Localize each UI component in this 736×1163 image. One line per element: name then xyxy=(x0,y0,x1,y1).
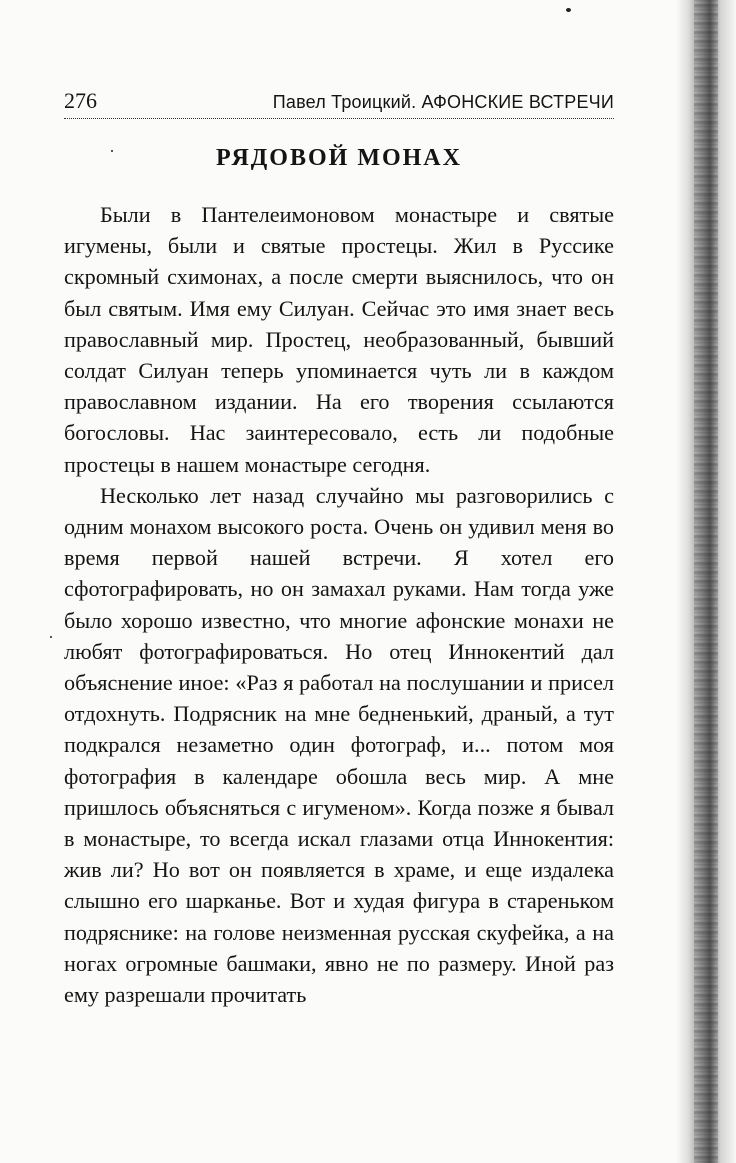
scan-speck xyxy=(566,8,571,12)
scan-speck xyxy=(50,636,52,638)
chapter-title: РЯДОВОЙ МОНАХ xyxy=(216,145,462,171)
paragraph-2: Несколько лет назад случайно мы разговорились с одним монахом высокого роста. Очень он удивил меня во время первой нашей встречи. Я хотел его сфотографировать, но он замахал руками. Нам тогда уже было хорошо известно, что многие афонские монахи не любят фотографироваться. Но отец Иннокентий дал объяснение иное: «Раз я работал на послушании и присел отдохнуть. Подрясник на мне бедненький, драный, а тут подкрался незаметно один фотограф, и... потом моя фотография в календаре обошла весь мир. А мне пришлось объясняться с игуменом». Когда позже я бывал в монастыре, то всегда искал глазами отца Иннокентия: жив ли? Но вот он появляется в храме, и еще издалека слышно его шарканье. Вот и худая фигура в стареньком подряснике: на голове неизменная русская скуфейка, а на ногах огромные башмаки, явно не по размеру. Иной раз ему разрешали прочитать xyxy=(64,482,614,1008)
header-rule xyxy=(64,118,614,119)
body-text xyxy=(64,199,614,1010)
page-edge-texture xyxy=(694,0,718,1163)
page-number: 276 xyxy=(64,88,97,113)
page-header xyxy=(64,88,614,118)
running-head: Павел Троицкий. АФОНСКИЕ ВСТРЕЧИ xyxy=(272,92,614,112)
paragraph-1: Были в Пантелеимоновом монастыре и святые игумены, были и святые простецы. Жил в Руссике скромный схимонах, а после смерти выяснилось, что он был святым. Имя ему Силуан. Сейчас это имя знает весь православный мир. Простец, необразованный, бывший солдат Силуан теперь упоминается чуть ли в каждом православном издании. На его творения ссылаются богословы. Нас заинтересовало, есть ли подобные простецы в нашем монастыре сегодня. xyxy=(64,202,614,477)
